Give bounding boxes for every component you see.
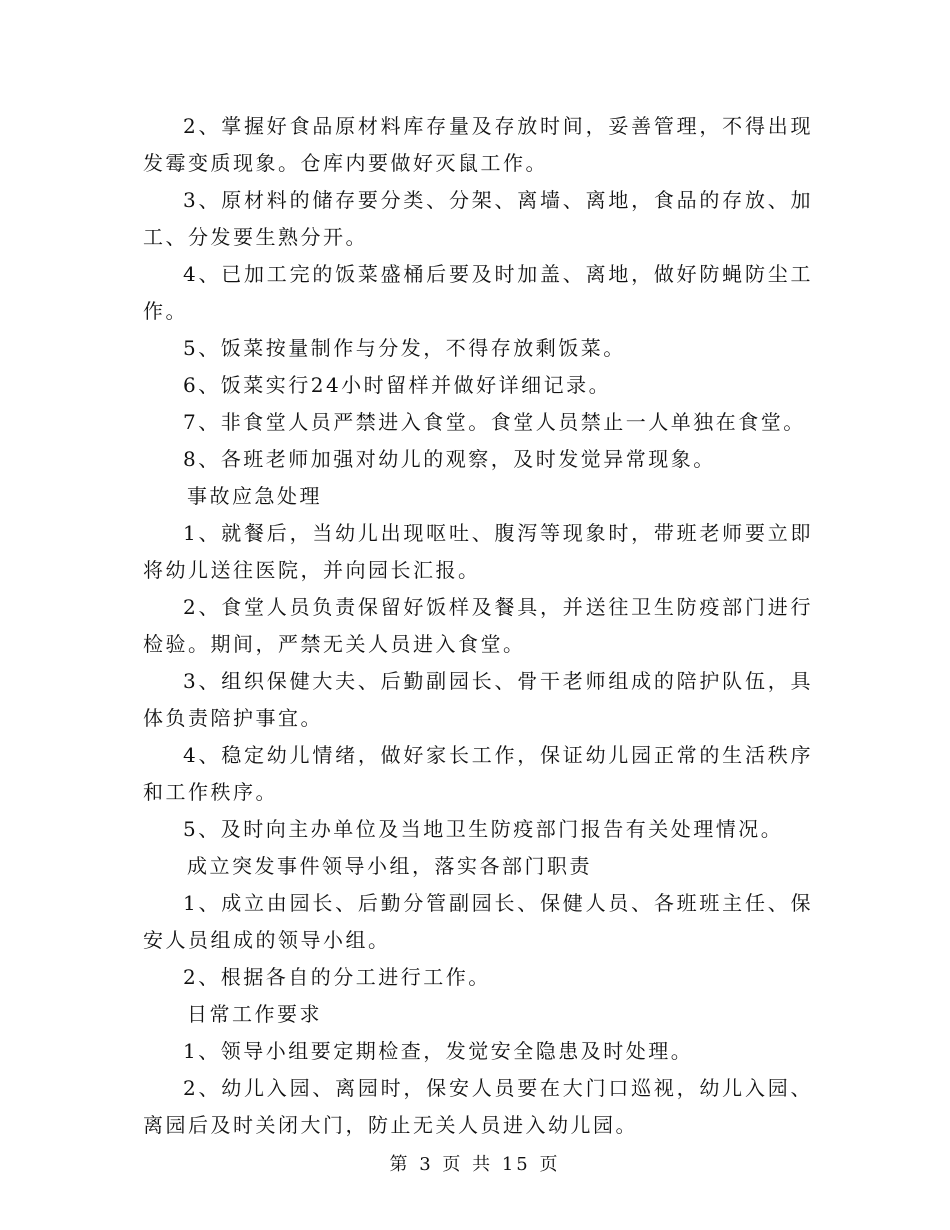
paragraph: 3、组织保健大夫、后勤副园长、骨干老师组成的陪护队伍，具体负责陪护事宜。 [143, 669, 813, 730]
paragraph: 6、饭菜实行24小时留样并做好详细记录。 [183, 373, 612, 397]
paragraph: 4、稳定幼儿情绪，做好家长工作，保证幼儿园正常的生活秩序和工作秩序。 [143, 743, 813, 804]
section-heading: 日常工作要求 [187, 1002, 322, 1026]
paragraph: 5、饭菜按量制作与分发，不得存放剩饭菜。 [183, 336, 626, 360]
section-heading: 事故应急处理 [187, 484, 322, 508]
paragraph: 1、成立由园长、后勤分管副园长、保健人员、各班班主任、保安人员组成的领导小组。 [143, 891, 813, 952]
paragraph: 1、领导小组要定期检查，发觉安全隐患及时处理。 [183, 1039, 694, 1063]
document-body [143, 108, 813, 1144]
paragraph: 2、根据各自的分工进行工作。 [183, 965, 491, 989]
paragraph: 1、就餐后，当幼儿出现呕吐、腹泻等现象时，带班老师要立即将幼儿送往医院，并向园长汇报。 [143, 521, 813, 582]
paragraph: 2、掌握好食品原材料库存量及存放时间，妥善管理，不得出现发霉变质现象。仓库内要做好灭鼠工作。 [143, 114, 813, 175]
paragraph: 4、已加工完的饭菜盛桶后要及时加盖、离地，做好防蝇防尘工作。 [143, 262, 813, 323]
paragraph: 5、及时向主办单位及当地卫生防疫部门报告有关处理情况。 [183, 817, 784, 841]
paragraph: 8、各班老师加强对幼儿的观察，及时发觉异常现象。 [183, 447, 716, 471]
paragraph: 2、食堂人员负责保留好饭样及餐具，并送往卫生防疫部门进行检验。期间，严禁无关人员进入食堂。 [143, 595, 813, 656]
paragraph: 2、幼儿入园、离园时，保安人员要在大门口巡视，幼儿入园、离园后及时关闭大门，防止无关人员进入幼儿园。 [143, 1076, 813, 1137]
paragraph: 7、非食堂人员严禁进入食堂。食堂人员禁止一人单独在食堂。 [183, 410, 806, 434]
section-heading: 成立突发事件领导小组，落实各部门职责 [187, 854, 592, 878]
page-footer: 第 3 页 共 15 页 [389, 1154, 561, 1175]
paragraph: 3、原材料的储存要分类、分架、离墙、离地，食品的存放、加工、分发要生熟分开。 [143, 188, 813, 249]
